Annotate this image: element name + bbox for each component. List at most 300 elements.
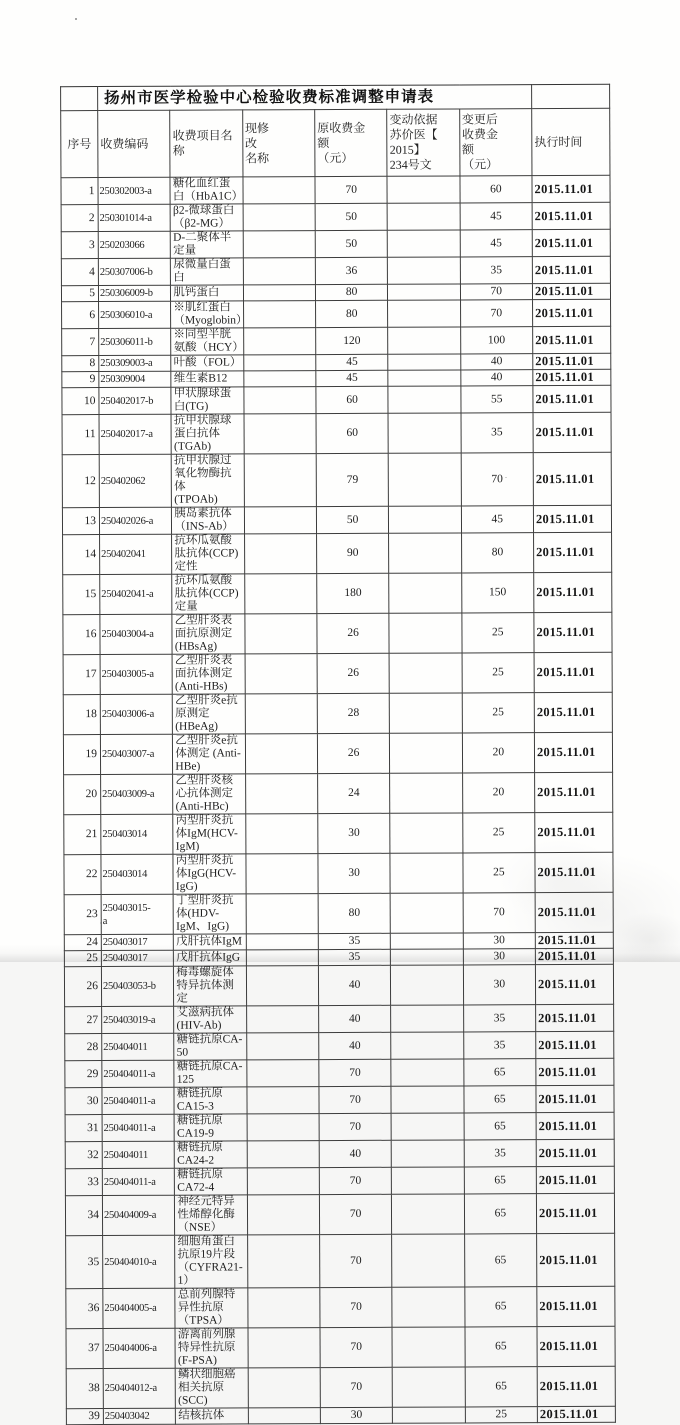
cell-modified-name [246, 1006, 318, 1033]
cell-no: 34 [65, 1196, 102, 1236]
cell-modified-name [244, 414, 317, 454]
cell-old-fee: 35 [318, 949, 390, 965]
cell-basis [388, 370, 460, 386]
cell-name: 总前列腺特异性抗原（TPSA） [175, 1288, 248, 1328]
cell-code: 250402041 [100, 534, 173, 574]
table-row [65, 1004, 614, 1033]
cell-new-fee: 65 [465, 1327, 538, 1367]
cell-new-fee: 35 [463, 1032, 535, 1059]
cell-new-fee: 70 [463, 893, 536, 933]
cell-exec-time: 2015.11.01 [537, 1233, 615, 1286]
cell-name: 乙型肝炎表面抗原测定 (HBsAg) [172, 614, 245, 654]
cell-exec-time: 2015.11.01 [532, 175, 610, 202]
cell-no: 29 [65, 1061, 102, 1088]
table-row [64, 852, 613, 894]
cell-exec-time: 2015.11.01 [536, 1031, 614, 1058]
cell-old-fee: 30 [318, 813, 391, 853]
cell-modified-name [247, 1288, 320, 1328]
cell-name: 神经元特异性烯醇化酶（NSE） [175, 1195, 248, 1235]
cell-code: 250403042 [103, 1408, 175, 1424]
column-header-new-fee: 变更后 收费金 额 （元） [459, 109, 532, 176]
cell-code: 250404011-a [102, 1087, 174, 1114]
cell-new-fee: 35 [460, 257, 532, 284]
cell-old-fee: 70 [320, 1367, 393, 1407]
cell-name: 糖链抗原CA-125 [174, 1060, 246, 1087]
cell-basis [392, 1234, 465, 1287]
cell-exec-time: 2015.11.01 [533, 412, 611, 452]
cell-modified-name [243, 371, 315, 387]
cell-name: 叶酸（FOL） [171, 355, 243, 371]
cell-modified-name [247, 1168, 319, 1195]
cell-modified-name [246, 854, 319, 894]
cell-no: 4 [61, 259, 98, 286]
table-row [66, 1286, 615, 1328]
table-row [64, 892, 613, 934]
cell-no: 39 [66, 1409, 103, 1425]
cell-exec-time: 2015.11.01 [536, 1112, 614, 1139]
cell-basis [388, 354, 460, 370]
table-row [62, 385, 611, 414]
table-row [63, 612, 612, 654]
cell-old-fee: 60 [316, 386, 388, 413]
cell-basis [391, 933, 463, 949]
cell-basis [390, 733, 463, 773]
cell-no: 2 [61, 205, 98, 232]
cell-old-fee: 70 [319, 1167, 391, 1194]
cell-name: β2-微球蛋白（β2-MG） [170, 204, 242, 231]
cell-basis [390, 773, 463, 813]
cell-no: 1 [61, 178, 98, 205]
cell-new-fee: 65 [464, 1234, 537, 1287]
cell-code: 250307006-b [98, 258, 170, 285]
cell-code: 250404005-a [103, 1288, 176, 1328]
title-row-left-cell [61, 87, 98, 111]
table-row [63, 532, 612, 574]
cell-modified-name [245, 654, 318, 694]
table-row [65, 1139, 614, 1168]
cell-exec-time: 2015.11.01 [534, 692, 612, 732]
table-row [62, 299, 611, 328]
cell-old-fee: 50 [315, 203, 387, 230]
cell-old-fee: 40 [319, 1005, 391, 1032]
cell-new-fee: 40 [460, 370, 532, 386]
cell-exec-time: 2015.11.01 [534, 612, 612, 652]
cell-code: 250402017-b [99, 387, 171, 414]
cell-name: 抗甲状腺过氧化物酶抗体 (TPOAb) [172, 454, 245, 507]
cell-name: 丙型肝炎抗体IgM(HCV-IgM) [173, 814, 246, 854]
column-header-name: 收费项目名称 [170, 110, 243, 177]
cell-code: 250404012-a [103, 1368, 176, 1408]
cell-old-fee: 79 [316, 453, 389, 506]
cell-no: 18 [63, 695, 100, 735]
cell-code: 250309003-a [99, 355, 171, 371]
cell-code: 250309004 [99, 371, 171, 387]
cell-old-fee: 30 [320, 1407, 392, 1423]
fee-table [60, 84, 616, 1425]
cell-code: 250404011 [102, 1141, 174, 1168]
cell-basis [391, 1086, 463, 1113]
cell-old-fee: 70 [315, 176, 387, 203]
table-row [61, 229, 610, 258]
cell-exec-time: 2015.11.01 [535, 964, 613, 1004]
cell-new-fee: 65 [463, 1059, 535, 1086]
cell-new-fee: 80 [461, 533, 534, 573]
cell-exec-time: 2015.11.01 [535, 892, 613, 932]
cell-modified-name [245, 694, 318, 734]
cell-basis [390, 693, 463, 733]
cell-old-fee: 40 [318, 965, 391, 1005]
cell-exec-time: 2015.11.01 [533, 326, 611, 353]
column-header-modified-name: 现修 改 名称 [242, 110, 315, 177]
cell-old-fee: 40 [319, 1140, 391, 1167]
cell-no: 38 [66, 1369, 103, 1409]
cell-new-fee: 45 [460, 230, 532, 257]
cell-modified-name [244, 454, 317, 507]
cell-basis [392, 1287, 465, 1327]
cell-modified-name [244, 507, 316, 534]
cell-no: 21 [64, 815, 101, 855]
table-row [64, 772, 613, 814]
cell-code: 250403019-a [102, 1006, 174, 1033]
cell-new-fee: 25 [462, 653, 535, 693]
cell-no: 36 [66, 1289, 103, 1329]
cell-name: 糖链抗原CA15-3 [174, 1087, 246, 1114]
cell-basis [388, 300, 460, 327]
cell-basis [391, 1113, 463, 1140]
cell-name: 抗甲状腺球蛋白抗体(TGAb) [171, 414, 244, 454]
cell-exec-time: 2015.11.01 [533, 385, 611, 412]
cell-new-fee: 70 [460, 300, 532, 327]
cell-basis [391, 1032, 463, 1059]
cell-code: 250404011 [102, 1033, 174, 1060]
cell-code: 250301014-a [98, 204, 170, 231]
cell-no: 11 [62, 415, 99, 455]
cell-no: 23 [64, 895, 101, 935]
cell-old-fee: 45 [316, 354, 388, 370]
cell-new-fee: 40 [460, 354, 532, 370]
cell-modified-name [243, 204, 315, 231]
cell-new-fee: 45 [460, 203, 532, 230]
cell-exec-time: 2015.11.01 [534, 532, 612, 572]
cell-exec-time: 2015.11.01 [533, 299, 611, 326]
cell-modified-name [245, 774, 318, 814]
cell-old-fee: 70 [319, 1086, 391, 1113]
table-row [66, 1326, 615, 1368]
cell-modified-name [246, 894, 319, 934]
table-row [61, 175, 610, 204]
cell-old-fee: 26 [317, 653, 390, 693]
cell-old-fee: 70 [320, 1234, 393, 1287]
cell-old-fee: 70 [319, 1113, 391, 1140]
fee-table-container [60, 84, 616, 1425]
cell-new-fee: 30 [463, 965, 536, 1005]
cell-basis [389, 533, 462, 573]
cell-exec-time: 2015.11.01 [536, 1004, 614, 1031]
column-header-basis: 变动依据 苏价医【 2015】 234号文 [387, 109, 460, 176]
cell-no: 24 [64, 935, 101, 951]
header-row [61, 108, 610, 177]
column-header-exec-time: 执行时间 [532, 108, 610, 175]
cell-exec-time: 2015.11.01 [536, 1166, 614, 1193]
cell-code: 250403015- a [101, 894, 174, 934]
cell-basis [389, 573, 462, 613]
cell-basis [388, 284, 460, 300]
cell-no: 33 [65, 1169, 102, 1196]
cell-code: 250403014 [101, 854, 174, 894]
table-row [63, 572, 612, 614]
cell-exec-time: 2015.11.01 [532, 229, 610, 256]
cell-name: 细胞角蛋白抗原19片段 （CYFRA21-1） [175, 1235, 248, 1288]
cell-modified-name [247, 1114, 319, 1141]
cell-exec-time: 2015.11.01 [533, 505, 611, 532]
cell-modified-name [244, 574, 317, 614]
cell-modified-name [243, 258, 315, 285]
cell-code: 250403005-a [100, 654, 173, 694]
cell-name: 肌钙蛋白 [171, 285, 243, 301]
cell-exec-time: 2015.11.01 [535, 852, 613, 892]
cell-new-fee: 30 [463, 933, 535, 949]
table-row [61, 256, 610, 285]
cell-name: 丙型肝炎抗体IgG(HCV-IgG) [173, 854, 246, 894]
cell-no: 22 [64, 855, 101, 895]
cell-no: 27 [65, 1007, 102, 1034]
cell-modified-name [247, 1235, 320, 1288]
cell-code: 250403014 [101, 814, 174, 854]
cell-code: 250203066 [98, 231, 170, 258]
cell-new-fee: 150 [461, 573, 534, 613]
cell-exec-time: 2015.11.01 [535, 812, 613, 852]
cell-no: 12 [62, 455, 99, 508]
cell-no: 17 [63, 655, 100, 695]
cell-name: ※肌红蛋白（Myoglobin） [171, 301, 243, 328]
cell-no: 19 [63, 735, 100, 775]
cell-basis [388, 257, 460, 284]
cell-exec-time: 2015.11.01 [535, 948, 613, 964]
cell-old-fee: 70 [320, 1327, 393, 1367]
cell-basis [387, 176, 459, 203]
cell-old-fee: 28 [317, 693, 390, 733]
cell-old-fee: 180 [317, 573, 390, 613]
cell-new-fee: 30 [463, 949, 535, 965]
cell-name: 戊肝抗体IgM [174, 934, 246, 950]
cell-no: 35 [66, 1236, 103, 1289]
cell-modified-name [247, 1141, 319, 1168]
cell-code: 250404010-a [103, 1235, 176, 1288]
cell-name: ※同型半胱氨酸（HCY） [171, 328, 243, 355]
cell-old-fee: 30 [318, 853, 391, 893]
cell-no: 30 [65, 1088, 102, 1115]
cell-basis [388, 386, 460, 413]
cell-old-fee: 24 [318, 773, 391, 813]
cell-new-fee: 65 [464, 1086, 536, 1113]
table-row [64, 964, 613, 1006]
cell-basis [388, 453, 461, 506]
cell-exec-time: 2015.11.01 [536, 1139, 614, 1166]
cell-old-fee: 35 [318, 933, 390, 949]
cell-basis [388, 413, 461, 453]
cell-code: 250403009-a [101, 774, 174, 814]
cell-basis [391, 965, 464, 1005]
cell-no: 31 [65, 1115, 102, 1142]
cell-no: 10 [62, 388, 99, 415]
column-header-code: 收费编码 [98, 110, 171, 177]
cell-exec-time: 2015.11.01 [537, 1286, 615, 1326]
cell-name: 艾滋病抗体(HIV-Ab) [174, 1006, 246, 1033]
cell-name: 乙型肝炎e抗体测定 (Anti-HBe) [173, 734, 246, 774]
cell-new-fee: 65 [464, 1194, 537, 1234]
table-row [62, 505, 611, 534]
cell-basis [388, 230, 460, 257]
cell-no: 6 [62, 302, 99, 329]
cell-code: 250306011-b [99, 328, 171, 355]
cell-basis [387, 203, 459, 230]
table-row [66, 1366, 615, 1408]
cell-new-fee: 25 [465, 1407, 537, 1423]
cell-name: 戊肝抗体IgG [174, 950, 246, 966]
table-row [65, 1085, 614, 1114]
table-row [63, 652, 612, 694]
cell-old-fee: 40 [319, 1032, 391, 1059]
cell-no: 3 [61, 232, 98, 259]
cell-new-fee: 25 [462, 813, 535, 853]
column-header-no: 序号 [61, 111, 98, 178]
cell-modified-name [247, 1087, 319, 1114]
cell-name: 乙型肝炎e抗原测定 (HBeAg) [173, 694, 246, 734]
cell-exec-time: 2015.11.01 [532, 256, 610, 283]
cell-no: 26 [64, 967, 101, 1007]
cell-name: D-二聚体半定量 [171, 231, 243, 258]
cell-old-fee: 80 [318, 893, 391, 933]
cell-no: 7 [62, 329, 99, 356]
cell-modified-name [245, 734, 318, 774]
column-header-old-fee: 原收费金 额 （元） [315, 109, 388, 176]
cell-modified-name [246, 1033, 318, 1060]
cell-new-fee: 20 [462, 773, 535, 813]
cell-name: 鳞状细胞癌相关抗原(SCC) [176, 1368, 249, 1408]
cell-old-fee: 36 [315, 257, 387, 284]
cell-modified-name [243, 301, 315, 328]
cell-code: 250302003-a [98, 177, 170, 204]
cell-basis [392, 1327, 465, 1367]
cell-exec-time: 2015.11.01 [532, 202, 610, 229]
cell-exec-time: 2015.11.01 [533, 353, 611, 369]
page-title: 扬州市医学检验中心检验收费标准调整申请表 [98, 85, 532, 111]
cell-code: 250403004-a [100, 614, 173, 654]
cell-old-fee: 50 [316, 506, 388, 533]
cell-no: 37 [66, 1329, 103, 1369]
cell-code: 250403017 [101, 950, 173, 966]
cell-new-fee: 65 [464, 1113, 536, 1140]
cell-code: 250402062 [99, 454, 172, 507]
cell-new-fee: 25 [462, 613, 535, 653]
table-row [63, 732, 612, 774]
table-row [65, 1166, 614, 1195]
cell-name: 胰岛素抗体（INS-Ab） [172, 507, 244, 534]
cell-code: 250402041-a [100, 574, 173, 614]
cell-basis [391, 1140, 463, 1167]
cell-modified-name [248, 1328, 321, 1368]
cell-name: 梅毒螺旋体特异抗体测定 [174, 966, 247, 1006]
cell-no: 15 [63, 575, 100, 615]
cell-old-fee: 80 [315, 284, 387, 300]
cell-modified-name [245, 814, 318, 854]
cell-old-fee: 70 [320, 1287, 393, 1327]
cell-basis [391, 1005, 463, 1032]
cell-no: 25 [64, 951, 101, 967]
table-row [66, 1406, 615, 1424]
cell-code: 250403017 [101, 934, 173, 950]
cell-new-fee: 70 [460, 284, 532, 300]
cell-new-fee: 35 [463, 1005, 535, 1032]
cell-exec-time: 2015.11.01 [534, 732, 612, 772]
cell-old-fee: 70 [319, 1194, 392, 1234]
cell-modified-name [246, 1060, 318, 1087]
cell-modified-name [248, 1368, 321, 1408]
cell-name: 乙型肝炎核心抗体测定 (Anti-HBc) [173, 774, 246, 814]
cell-old-fee: 90 [317, 533, 390, 573]
cell-new-fee: 60 [460, 176, 532, 203]
cell-modified-name [243, 231, 315, 258]
cell-new-fee: 25 [462, 693, 535, 733]
cell-code: 250404011-a [102, 1168, 174, 1195]
cell-name: 结核抗体 [176, 1408, 248, 1424]
cell-code: 250403006-a [100, 694, 173, 734]
cell-basis [390, 893, 463, 933]
scan-speck [75, 18, 77, 20]
cell-name: 维生素B12 [171, 371, 243, 387]
table-row [63, 692, 612, 734]
cell-code: 250403053-b [101, 966, 174, 1006]
cell-exec-time: 2015.11.01 [537, 1406, 615, 1422]
cell-exec-time: 2015.11.01 [536, 1193, 614, 1233]
cell-code: 250404011-a [102, 1114, 174, 1141]
cell-modified-name [243, 177, 315, 204]
cell-code: 250306010-a [99, 301, 171, 328]
cell-name: 糖化血红蛋白（HbA1C） [170, 177, 242, 204]
cell-basis [392, 1367, 465, 1407]
cell-modified-name [244, 534, 317, 574]
cell-name: 糖链抗原CA24-2 [175, 1141, 247, 1168]
cell-no: 20 [64, 775, 101, 815]
cell-modified-name [243, 355, 315, 371]
cell-name: 糖链抗原CA19-9 [174, 1114, 246, 1141]
cell-modified-name [246, 934, 318, 950]
cell-name: 乙型肝炎表面抗体测定 (Anti-HBs) [172, 654, 245, 694]
cell-exec-time: 2015.11.01 [536, 1085, 614, 1112]
cell-exec-time: 2015.11.01 [537, 1326, 615, 1366]
cell-modified-name [243, 328, 315, 355]
cell-new-fee: 65 [464, 1287, 537, 1327]
cell-old-fee: 120 [316, 327, 388, 354]
cell-old-fee: 60 [316, 413, 389, 453]
cell-new-fee: 70 [461, 453, 534, 506]
cell-old-fee: 70 [319, 1059, 391, 1086]
cell-code: 250402026-a [99, 507, 171, 534]
cell-basis [393, 1407, 465, 1423]
cell-basis [390, 813, 463, 853]
cell-basis [389, 613, 462, 653]
cell-basis [391, 1059, 463, 1086]
cell-code: 250404006-a [103, 1328, 176, 1368]
cell-modified-name [244, 387, 316, 414]
table-row [61, 202, 610, 231]
cell-new-fee: 35 [461, 413, 534, 453]
cell-new-fee: 45 [461, 506, 533, 533]
cell-modified-name [248, 1408, 320, 1424]
table-row [65, 1031, 614, 1060]
cell-basis [389, 653, 462, 693]
cell-exec-time: 2015.11.01 [532, 283, 610, 299]
